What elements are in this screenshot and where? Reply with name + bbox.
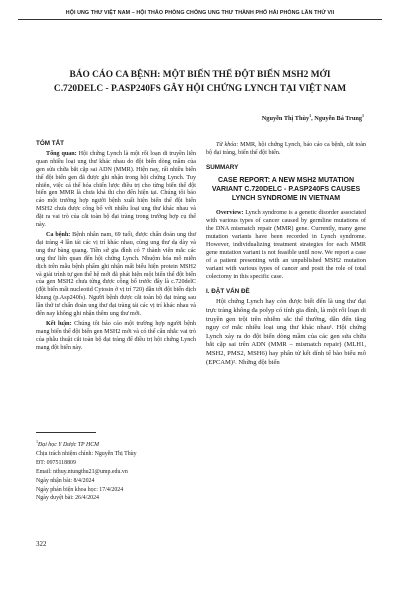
en-overview-lead: Overview:: [216, 208, 244, 216]
author-list: [262, 113, 364, 122]
footnote-affiliation: [36, 438, 196, 450]
author-1-affiliation: 1: [309, 113, 312, 118]
right-column-content: [206, 140, 366, 367]
summary-vi-heading: TÓM TẮT: [36, 140, 64, 147]
author-separator: ,: [311, 115, 315, 123]
author-1: Nguyễn Thị Thùy: [261, 115, 310, 123]
en-overview-text: Lynch syndrome is a genetic disorder associated with various types of cancer caused by germline mutations of the DNA mismatch repair (MMR) gene. Currently, many gene mutation variants have been recorded in Lynch syndrome. However, individualizing treatment strategies for each MMR gene mutation variant is not feasible until now. We report a case of a patient presenting with an unpublished MSH2 mutation variant with various types of cancer and posit the role of total colectomy in this specific case.: [206, 208, 366, 281]
header-rule: [18, 19, 382, 20]
conclusion-lead: Kết luận:: [46, 320, 72, 327]
footnote-phone: ĐT: 0975118809: [36, 459, 76, 466]
title-line-2: C.720DELC - P.ASP240FS GÂY HỘI CHỨNG LYNCH TẠI VIỆT NAM: [53, 84, 347, 94]
summary-vi-conclusion-start: [36, 321, 196, 353]
footnote-corresponding: Chịu trách nhiệm chính: Nguyễn Thị Thùy: [36, 450, 137, 457]
summary-en-overview: [206, 209, 366, 282]
summary-en-title: CASE REPORT: A NEW MSH2 MUTATION VARIANT C.720DELC - P.ASP240FS CAUSES LYNCH SYNDROME IN VIETNAM: [211, 176, 361, 202]
left-column: [36, 140, 196, 355]
footnote-received: Ngày nhận bài: 8/4/2024: [36, 477, 95, 484]
keywords-text: MMR, hội chứng Lynch, báo cáo ca bệnh, cắt toàn bộ đại tràng, biến thể đột biến.: [206, 142, 366, 156]
conclusion-text: Chúng tôi báo cáo một trường hợp người bệnh mang biến thể đột biến gen MSH2 mới và có thể cân nhắc vai trò của phẫu thuật cắt toàn bộ đại tràng để điều trị hội chứng Lynch mang đột biến này.: [36, 320, 197, 351]
intro-heading: I. ĐẶT VẤN ĐỀ: [206, 287, 250, 295]
case-text: Bệnh nhân nam, 69 tuổi, được chẩn đoán ung thư đại tràng 4 lần tái các vị trí khác nhau, cùng ung thư dạ dày và ung thư bàng quang. Tiền sử gia đình có 7 thành viên mắc các ung thư liên quan đến hội chứng Lynch. Nhuộm hóa mô miễn dịch trên mẫu bệnh phẩm ghi nhận mất biểu hiện protein MSH2 và giải trình tự gen thế hệ mới đã phát hiện một biến thể đột biến của gen MSH2 chưa từng được công bố trước đây là c.720delC (đột biến mất nucleotid Cytosin ở vị trí 720) dẫn tới đột biến dịch khung (p.Asp240fs). Người bệnh được cắt toàn bộ đại tràng sau lần thứ tư chẩn đoán ung thư đại tràng tái các vị trí khác nhau và đến nay không ghi nhận thêm ung thư mới.: [36, 231, 196, 318]
footnote-rule: [36, 432, 96, 433]
keywords-vi: [206, 142, 366, 158]
footnote-affiliation-text: Đại học Y Dược TP HCM: [38, 441, 100, 448]
overview-lead: Tổng quan:: [46, 150, 77, 157]
intro-text: Hội chứng Lynch hay còn được biết đến là ung thư đại trực tràng không đa polyp có tính gia đình, là một rối loạn di truyền gen trội trên nhiễm sắc thể thường, dẫn đến tăng nguy cơ mắc nhiều loại ung thư khác nhau¹. Hội chứng Lynch xảy ra do đột biến dòng mầm của các gen sửa chữa bắt cặp sai trên ADN (MMR – mismatch repair) (MLH1, MSH2, PMS2, MSH6) hay phân tử kết dính tế bào biểu mô (EPCAM)². Những đột biến: [206, 298, 366, 366]
summary-vi-overview: [36, 151, 196, 230]
overview-text: Hội chứng Lynch là một rối loạn di truyền liên quan nhiều loại ung thư khác nhau do đột biến dòng mầm của gen sửa chữa bắt cặp sai ADN (MMR). Hiện nay, rất nhiều biến thể đột biến gen đã được ghi nhận trong hội chứng Lynch. Tuy nhiên, việc cá thể hóa chiến lược điều trị cho từng biến thể đột biến gen MMR là chưa khả thi cho đến hiện tại. Chúng tôi báo cáo một trường hợp người bệnh xuất hiện biến thể đột biến MSH2 chưa được công bố với nhiều loại ung thư khác nhau và đặt ra vai trò của cắt toàn bộ đại tràng trong trường hợp cụ thể này.: [36, 150, 196, 229]
footnote-email: Email: nthuy.ntungthu21@ump.edu.vn: [36, 468, 128, 475]
footnote-affiliation-mark: 1: [36, 439, 38, 444]
summary-vi-case: [36, 232, 196, 319]
keywords-lead: Từ khóa:: [216, 142, 239, 148]
article-title: [30, 68, 370, 96]
page-number: 322: [36, 540, 47, 548]
case-lead: Ca bệnh:: [46, 231, 71, 238]
journal-header: HỘI UNG THƯ VIỆT NAM – HỘI THẢO PHÒNG CHỐNG UNG THƯ THÀNH PHỐ HẢI PHÒNG LẦN THỨ VII: [65, 10, 335, 16]
footnote-accepted: Ngày duyệt bài: 26/4/2024: [36, 495, 99, 502]
footnote-reviewed: Ngày phản biện khoa học: 17/4/2024: [36, 486, 124, 493]
title-line-1: BÁO CÁO CA BỆNH: MỘT BIẾN THỂ ĐỘT BIẾN MSH2 MỚI: [69, 70, 331, 80]
author-2-affiliation: 1: [362, 113, 364, 118]
footnotes: [36, 438, 196, 503]
author-2: Nguyễn Bá Trung: [314, 115, 362, 123]
summary-en-heading: SUMMARY: [206, 163, 239, 171]
